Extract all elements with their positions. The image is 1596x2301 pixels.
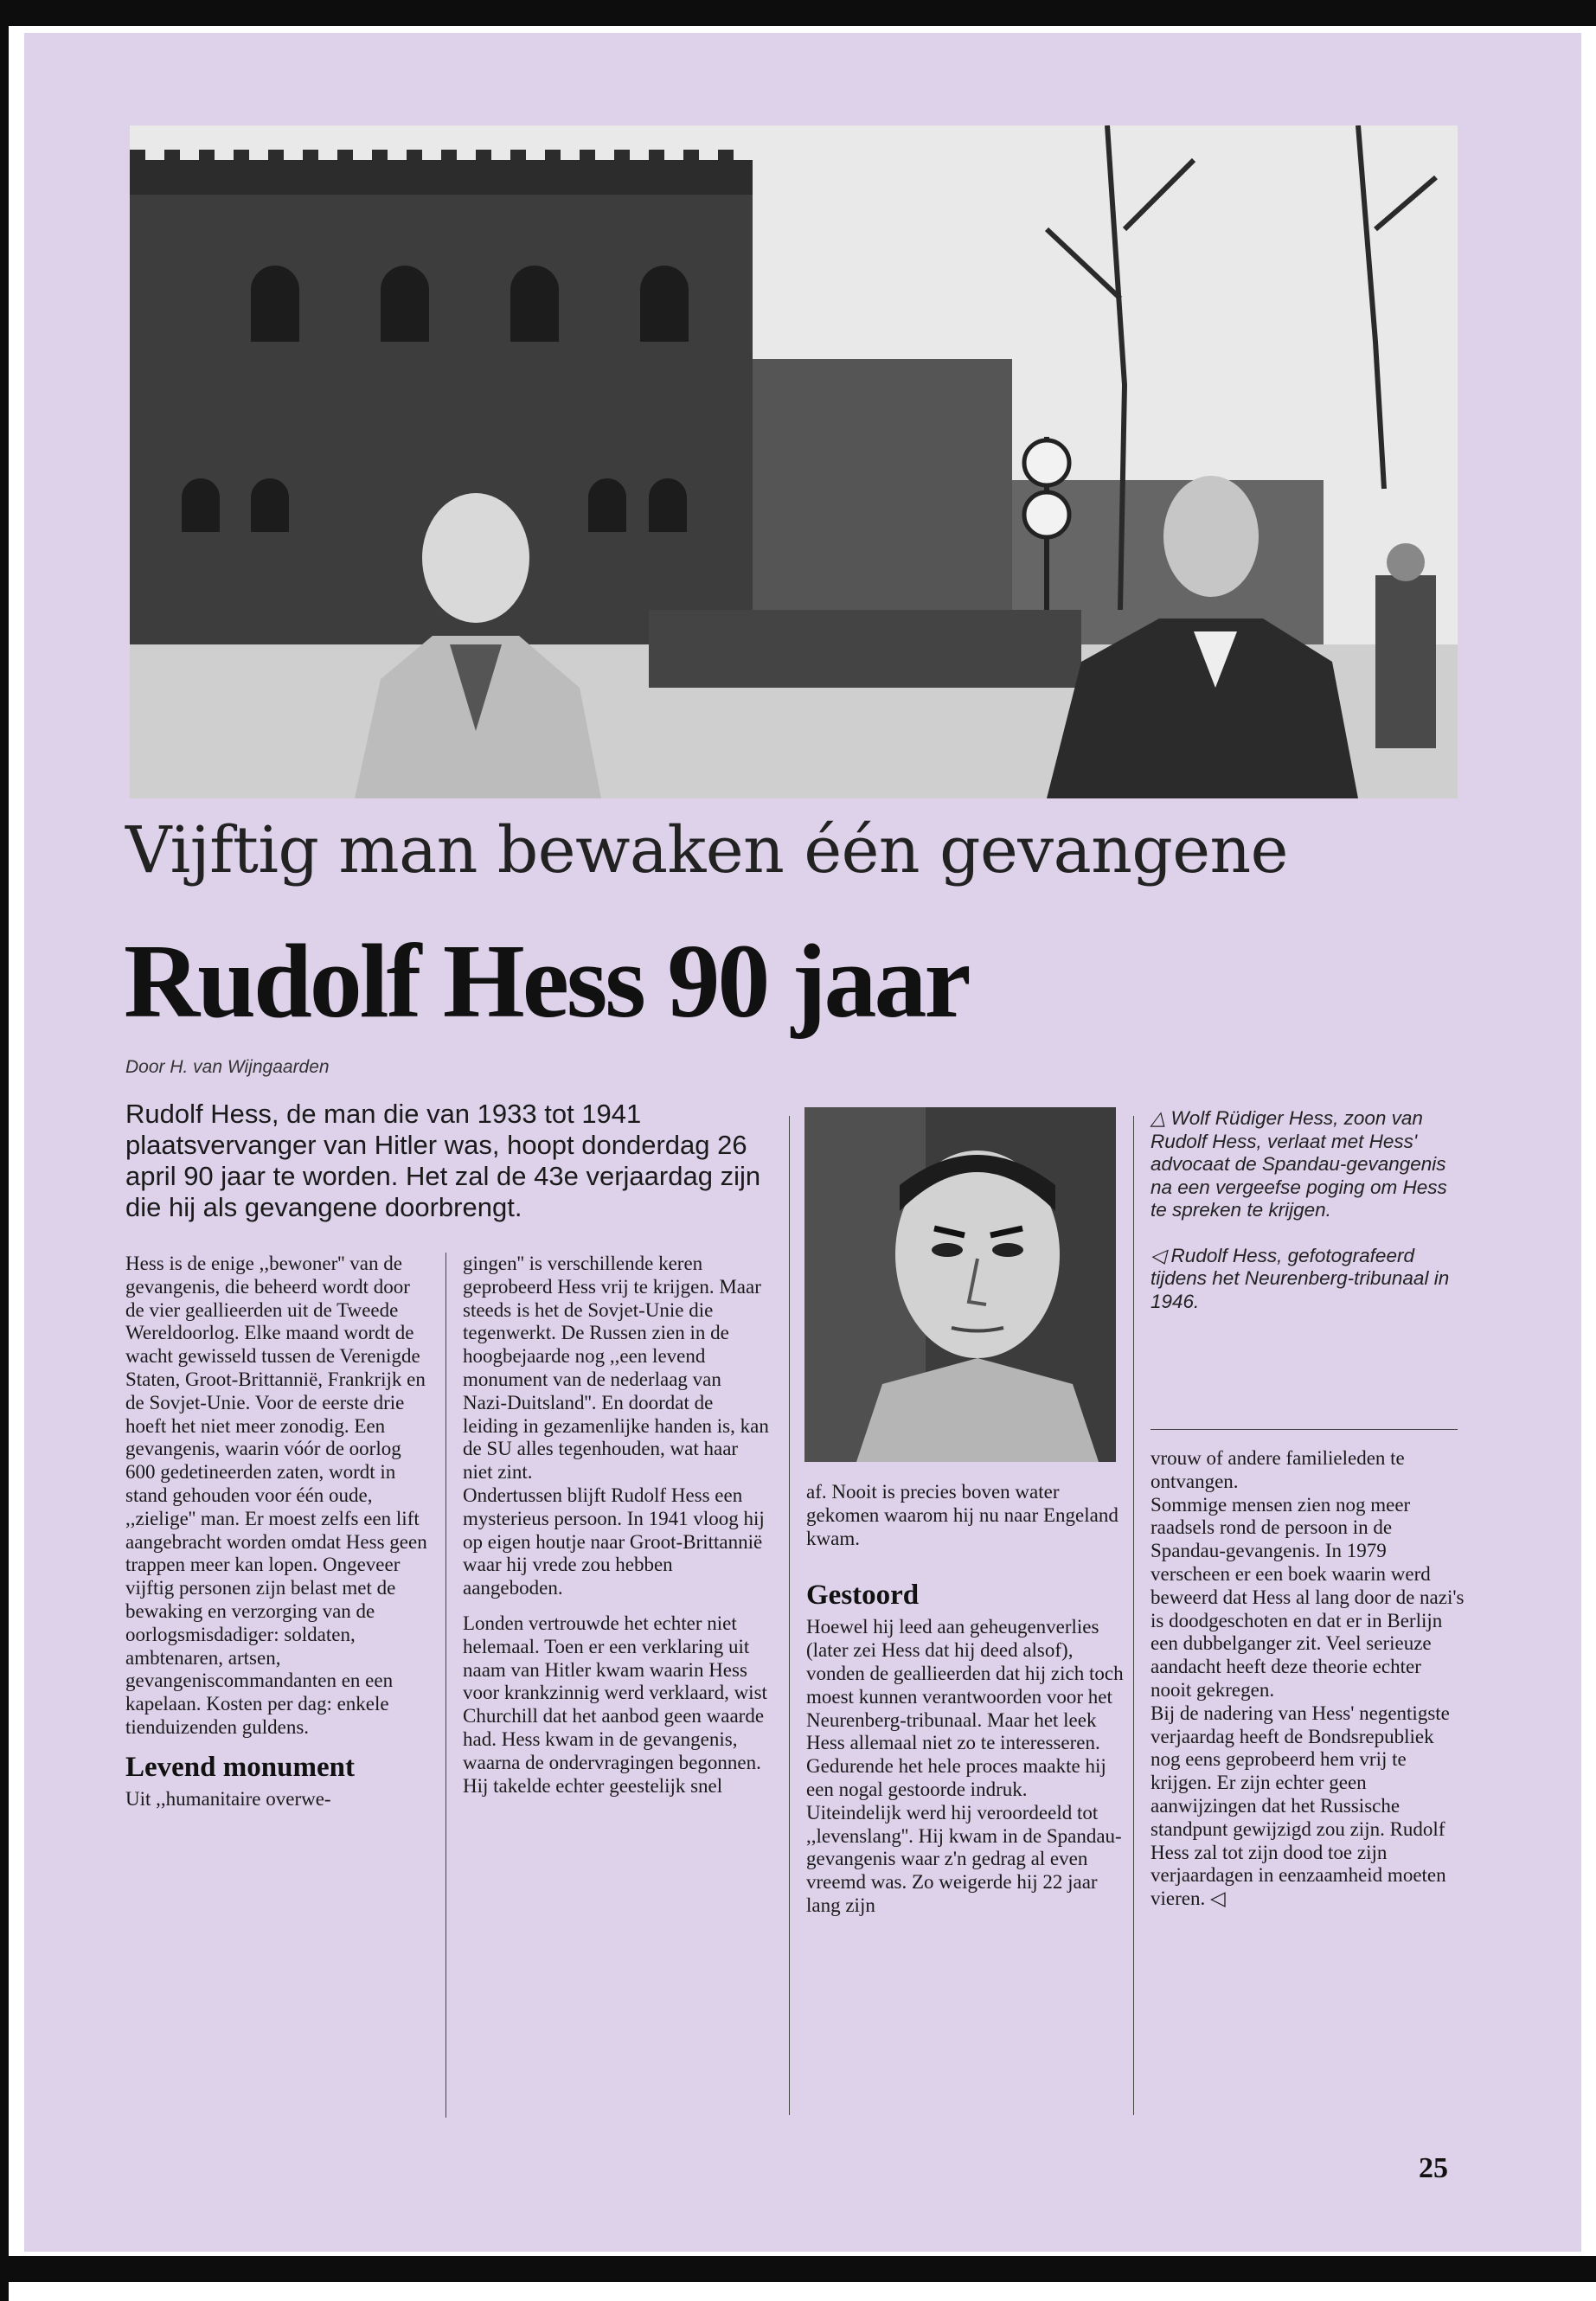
column-4-paragraph-2: Sommige mensen zien nog meer raadsels rond de persoon in de Spandau-gevangenis. In 1979 verscheen er een boek waarin werd beweerd dat Hess al lang door de nazi's is doodgeschoten en dat er in Berlijn een dubbelganger zit. Veel serieuze aandacht heeft deze theorie echter nooit gekregen. — [1151, 1493, 1465, 1701]
article-intro: Rudolf Hess, de man die van 1933 tot 1941 plaatsvervanger van Hitler was, hoopt donderdag 26 april 90 jaar te worden. Het zal de 43e verjaardag zijn die hij als gevangene doorbrengt. — [125, 1099, 761, 1222]
caption-top-photo: △ Wolf Rüdiger Hess, zoon van Rudolf Hess, verlaat met Hess' advocaat de Spandau-gevangenis na een vergeefse poging om Hess te spreken te krijgen. — [1151, 1107, 1447, 1221]
rudolf-hess-portrait — [804, 1107, 1116, 1462]
article-column-2 — [463, 1253, 770, 1798]
subheading-gestoord: Gestoord — [806, 1580, 920, 1612]
column-4-paragraph-3: Bij de nadering van Hess' negentigste verjaardag heeft de Bondsrepubliek nog eens geprobeerd hem vrij te krijgen. Er zijn echter geen aanwijzingen dat het Russische standpunt gewijzigd zou zijn. Rudolf Hess zal tot zijn dood toe zijn verjaardagen in eenzaamheid moeten vieren. ◁ — [1151, 1702, 1450, 1910]
column-2-paragraph-1: gingen'' is verschillende keren geprobeerd Hess vrij te krijgen. Maar steeds is het de Sovjet-Unie die tegenwerkt. De Russen zien in de hoogbejaarde nog ,,een levend monument van de nederlaag van Nazi-Duitsland''. En doordat de leiding in gezamenlijke handen is, kan de SU alles tegenhouden, wat haar niet zint. — [463, 1253, 769, 1484]
spandau-prison-photo — [130, 125, 1458, 798]
caption-divider — [1151, 1429, 1458, 1430]
column-rule-3 — [1133, 1116, 1134, 2115]
column-1-paragraph-1: Hess is de enige ,,bewoner'' van de gevangenis, die beheerd wordt door de vier geallieerden uit de Tweede Wereldoorlog. Elke maand wordt de wacht gewisseld tussen de Verenigde Staten, Groot-Brittannië, Frankrijk en de Sovjet-Unie. Voor de eerste drie hoeft het niet meer zonodig. Een gevangenis, waarin vóór de oorlog 600 gedetineerden zaten, wordt in stand gehouden voor één oude, ,,zielige'' man. Er moest zelfs een lift aangebracht worden omdat Hess geen trappen meer kan lopen. Ongeveer vijftig personen zijn belast met de bewaking en verzorging van de oorlogsmisdadiger: soldaten, ambtenaren, artsen, gevangeniscommandanten en een kapelaan. Kosten per dag: enkele tienduizenden guldens. — [125, 1253, 427, 1738]
scan-edge-top — [0, 0, 1596, 26]
article-title: Rudolf Hess 90 jaar — [124, 923, 969, 1040]
column-1-paragraph-2: Uit ,,humanitaire overwe- — [125, 1787, 331, 1810]
photo-illustration — [130, 125, 1458, 798]
article-subtitle: Vijftig man bewaken één gevangene — [125, 813, 1288, 888]
article-column-4 — [1151, 1447, 1466, 1911]
column-2-paragraph-3: Londen vertrouwde het echter niet helemaal. Toen er een verklaring uit naam van Hitler kwam waarin Hess voor krankzinnig werd verklaard, wist Churchill dat het aanbod geen waarde had. Hess kwam in de gevangenis, waarna de ondervragingen begonnen. Hij takelde echter geestelijk snel — [463, 1612, 767, 1797]
photo-captions — [1151, 1107, 1458, 1336]
column-3-paragraph-1: af. Nooit is precies boven water gekomen waarom hij nu naar Engeland kwam. — [806, 1481, 1118, 1549]
column-4-paragraph-1: vrouw of andere familieleden te ontvangen. — [1151, 1447, 1405, 1492]
column-2-paragraph-2: Ondertussen blijft Rudolf Hess een mysterieus persoon. In 1941 vloog hij op eigen houtje naar Groot-Brittannië waar hij vrede zou hebben aangeboden. — [463, 1484, 765, 1599]
page-number: 25 — [1419, 2152, 1448, 2184]
column-rule-2 — [789, 1116, 790, 2115]
article-column-3 — [806, 1481, 1126, 1918]
scan-edge-left — [0, 0, 9, 2301]
caption-portrait: ◁ Rudolf Hess, gefotografeerd tijdens het Neurenberg-tribunaal in 1946. — [1151, 1244, 1450, 1312]
article-byline: Door H. van Wijngaarden — [125, 1057, 330, 1077]
portrait-illustration — [804, 1107, 1116, 1462]
scan-edge-bottom — [0, 2256, 1596, 2282]
column-3-paragraph-2: Hoewel hij leed aan geheugenverlies (later zei Hess dat hij deed alsof), vonden de geallieerden dat hij zich toch moest kunnen verantwoorden voor het Neurenberg-tribunaal. Maar het leek Hess allemaal niet zo te interesseren. Gedurende het hele proces maakte hij een nogal gestoorde indruk. Uiteindelijk werd hij veroordeeld tot ,,levenslang''. Hij kwam in de Spandau-gevangenis waar z'n gedrag al even vreemd was. Zo weigerde hij 22 jaar lang zijn — [806, 1616, 1124, 1916]
article-column-1 — [125, 1253, 433, 1811]
subheading-levend-monument: Levend monument — [125, 1751, 355, 1783]
column-rule-1 — [445, 1253, 446, 2118]
